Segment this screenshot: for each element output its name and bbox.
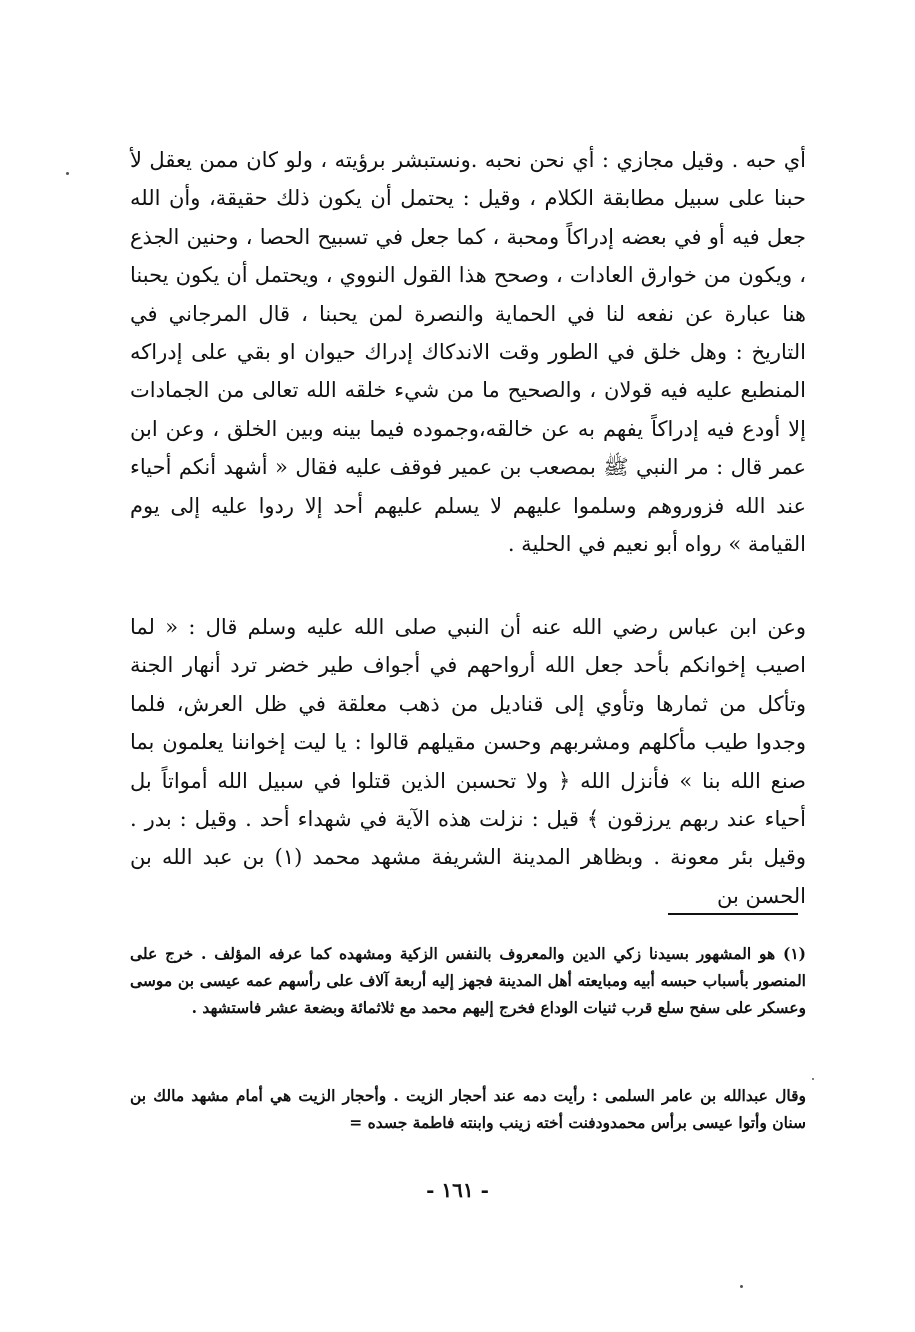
scan-speck — [66, 172, 69, 175]
footnote-separator — [668, 913, 798, 915]
scan-speck — [740, 1285, 743, 1288]
footnote-2: وقال عبدالله بن عامر السلمى : رأيت دمه عند أحجار الزيت . وأحجار الزيت هي أمام مشهد مالك بن سنان وأتوا عيسى برأس محمدودفنت أخته زينب وابنته فاطمة جسده = — [130, 1086, 806, 1133]
body-paragraph-2: وعن ابن عباس رضي الله عنه أن النبي صلى الله عليه وسلم قال : « لما اصيب إخوانكم بأحد جعل الله أرواحهم في أجواف طير خضر ترد أنهار الجنة وتأكل من ثمارها وتأوي إلى قناديل من ذهب معلقة في ظل العرش، فلما وجدوا طيب مأكلهم ومشربهم وحسن مقيلهم قالوا : يا ليت إخواننا يعلمون بما صنع الله بنا » فأنزل الله ﴿ ولا تحسبن الذين قتلوا في سبيل الله أمواتاً بل أحياء عند ربهم يرزقون ﴾ قيل : نزلت هذه الآية في شهداء أحد . وقيل : بدر . وقيل بئر معونة . وبظاهر المدينة الشريفة مشهد محمد (١) بن عبد الله بن الحسن بن — [130, 615, 807, 908]
body-paragraph-1: أي حبه . وقيل مجازي : أي نحن نحبه .ونستبشر برؤيته ، ولو كان ممن يعقل لأ حبنا على سبيل مطابقة الكلام ، وقيل : يحتمل أن يكون ذلك حقيقة، وأن الله جعل فيه أو في بعضه إدراكاً ومحبة ، كما جعل في تسبيح الحصا ، وحنين الجذع ، ويكون من خوارق العادات ، وصحح هذا القول النووي ، ويحتمل أن يكون يحبنا هنا عبارة عن نفعه لنا في الحماية والنصرة لمن يحبنا ، قال المرجاني في التاريخ : وهل خلق في الطور وقت الاندكاك إدراك حيوان او بقي على إدراكه المنطبع عليه فيه قولان ، والصحيح ما من شيء خلقه الله تعالى من الجمادات إلا أودع فيه إدراكاً يفهم به عن خالقه،وجموده فيما بينه وبين الخلق ، وعن ابن عمر قال : مر النبي ﷺ بمصعب بن عمير فوقف عليه فقال « أشهد أنكم أحياء عند الله فزوروهم وسلموا عليهم لا يسلم عليهم أحد إلا ردوا عليه إلى يوم القيامة » رواه أبو نعيم في الحلية . — [130, 148, 806, 557]
scan-speck — [812, 1078, 814, 1080]
page-number: - ١٦١ - — [426, 1178, 489, 1202]
footnote-1: (١) هو المشهور بسيدنا زكي الدين والمعروف بالنفس الزكية ومشهده كما عرفه المؤلف . خرج على المنصور بأسباب حبسه أبيه ومبايعته أهل المدينة فجهز إليه أربعة آلاف على رأسهم عمه عيسى بن موسى وعسكر على سفح سلع قرب ثنيات الوداع فخرج إليهم محمد مع ثلاثمائة وبضعة عشر فاستشهد . — [130, 944, 806, 1018]
